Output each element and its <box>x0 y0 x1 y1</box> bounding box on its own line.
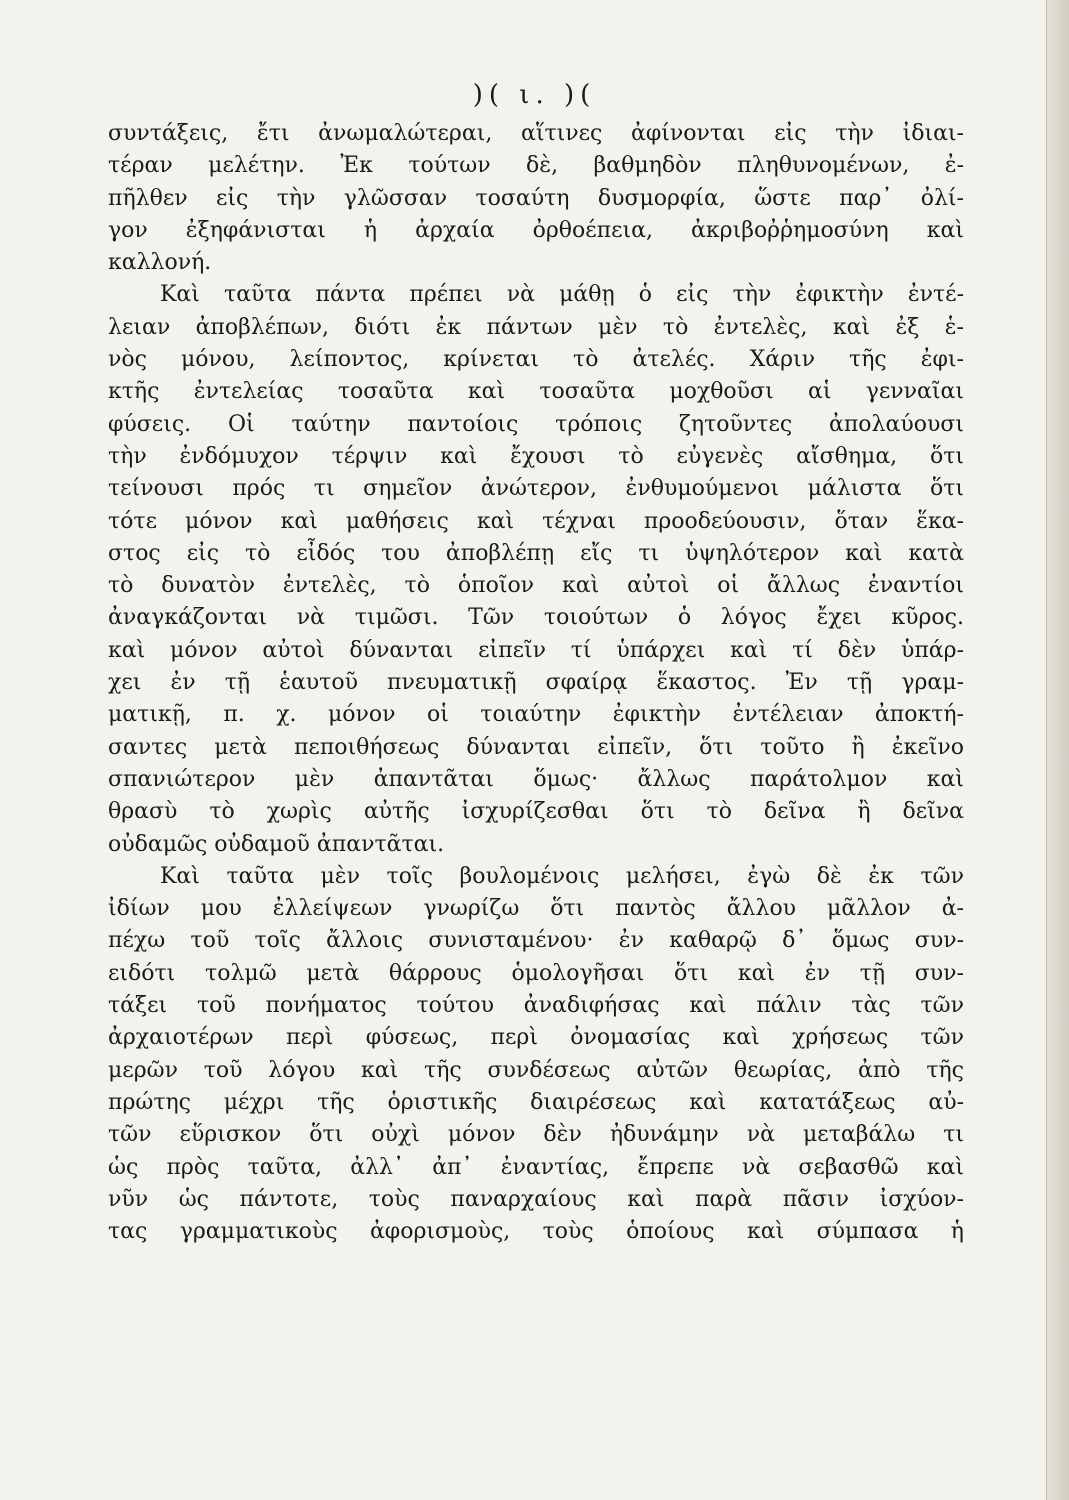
paragraph <box>108 861 964 1249</box>
text-line: τας γραμματικοὺς ἀφορισμοὺς, τοὺς ὁποίους καὶ σύμπασα ἡ <box>108 1219 964 1245</box>
text-line: ειδότι τολμῶ μετὰ θάρρους ὁμολογῆσαι ὅτι καὶ ἐν τῇ συν- <box>108 960 964 986</box>
text-line: συντάξεις, ἔτι ἀνωμαλώτεραι, αἵτινες ἀφίνονται εἰς τὴν ἰδιαι- <box>108 121 964 146</box>
text-line: νῦν ὡς πάντοτε, τοὺς παναρχαίους καὶ παρὰ πᾶσιν ἰσχύον- <box>108 1186 964 1212</box>
text-line: τὴν ἐνδόμυχον τέρψιν καὶ ἔχουσι τὸ εὐγενὲς αἴσθημα, ὅτι <box>108 443 964 469</box>
text-line: πέχω τοῦ τοῖς ἄλλοις συνισταμένου· ἐν καθαρῷ δ᾽ ὅμως συν- <box>108 928 964 954</box>
text-line: μερῶν τοῦ λόγου καὶ τῆς συνδέσεως αὐτῶν θεωρίας, ἀπὸ τῆς <box>108 1057 964 1083</box>
text-line: καλλονή. <box>108 250 212 276</box>
text-line: λειαν ἀποβλέπων, διότι ἐκ πάντων μὲν τὸ ἐντελὲς, καὶ ἐξ ἑ- <box>108 314 964 340</box>
text-line: γον ἐξηφάνισται ἡ ἀρχαία ὀρθοέπεια, ἀκριβοῤῥημοσύνη καὶ <box>108 217 964 243</box>
text-line: τέραν μελέτην. Ἐκ τούτων δὲ, βαθμηδὸν πληθυνομένων, ἐ- <box>108 153 964 179</box>
paragraph <box>108 118 964 279</box>
text-line: Καὶ ταῦτα πάντα πρέπει νὰ μάθῃ ὁ εἰς τὴν ἐφικτὴν ἐντέ- <box>160 282 964 308</box>
text-line: ἀναγκάζονται νὰ τιμῶσι. Τῶν τοιούτων ὁ λόγος ἔχει κῦρος. <box>108 605 964 631</box>
text-line: οὐδαμῶς οὐδαμοῦ ἀπαντᾶται. <box>108 831 445 857</box>
text-line: πρώτης μέχρι τῆς ὁριστικῆς διαιρέσεως καὶ κατατάξεως αὐ- <box>108 1089 964 1115</box>
text-line: ματικῇ, π. χ. μόνον οἱ τοιαύτην ἐφικτὴν ἐντέλειαν ἀποκτή- <box>108 702 964 728</box>
text-body <box>108 118 964 1248</box>
text-line: θρασὺ τὸ χωρὶς αὐτῆς ἰσχυρίζεσθαι ὅτι τὸ δεῖνα ἢ δεῖνα <box>108 799 964 825</box>
text-line: τείνουσι πρός τι σημεῖον ἀνώτερον, ἐνθυμούμενοι μάλιστα ὅτι <box>108 476 964 502</box>
text-line: φύσεις. Οἱ ταύτην παντοίοις τρόποις ζητοῦντες ἀπολαύουσι <box>108 411 964 437</box>
text-line: σπανιώτερον μὲν ἀπαντᾶται ὅμως· ἄλλως παράτολμον καὶ <box>108 766 964 792</box>
text-line: χει ἐν τῇ ἑαυτοῦ πνευματικῇ σφαίρᾳ ἕκαστος. Ἐν τῇ γραμ- <box>108 670 964 696</box>
text-line: τάξει τοῦ πονήματος τούτου ἀναδιφήσας καὶ πάλιν τὰς τῶν <box>108 993 964 1019</box>
text-line: ἀρχαιοτέρων περὶ φύσεως, περὶ ὀνομασίας καὶ χρήσεως τῶν <box>108 1025 964 1051</box>
text-line: σαντες μετὰ πεποιθήσεως δύνανται εἰπεῖν, ὅτι τοῦτο ἢ ἐκεῖνο <box>108 734 964 760</box>
text-line: Καὶ ταῦτα μὲν τοῖς βουλομένοις μελήσει, ἐγὼ δὲ ἐκ τῶν <box>160 863 964 889</box>
text-line: τὸ δυνατὸν ἐντελὲς, τὸ ὁποῖον καὶ αὐτοὶ οἱ ἄλλως ἐναντίοι <box>108 573 964 599</box>
text-line: ἰδίων μου ἐλλείψεων γνωρίζω ὅτι παντὸς ἄλλου μᾶλλον ἀ- <box>108 896 964 922</box>
text-line: τῶν εὕρισκον ὅτι οὐχὶ μόνον δὲν ἠδυνάμην νὰ μεταβάλω τι <box>108 1122 964 1148</box>
text-line: κτῆς ἐντελείας τοσαῦτα καὶ τοσαῦτα μοχθοῦσι αἱ γενναῖαι <box>108 379 964 405</box>
text-line: στος εἰς τὸ εἶδός του ἀποβλέπῃ εἴς τι ὑψηλότερον καὶ κατὰ <box>108 540 964 566</box>
text-line: ὡς πρὸς ταῦτα, ἀλλ᾽ ἀπ᾽ ἐναντίας, ἔπρεπε νὰ σεβασθῶ καὶ <box>108 1154 964 1180</box>
text-line: τότε μόνον καὶ μαθήσεις καὶ τέχναι προοδεύουσιν, ὅταν ἕκα- <box>108 508 964 534</box>
paragraph <box>108 279 964 860</box>
text-line: πῆλθεν εἰς τὴν γλῶσσαν τοσαύτη δυσμορφία, ὥστε παρ᾽ ὀλί- <box>108 185 964 211</box>
page-number: )( ι. )( <box>472 80 597 110</box>
text-line: νὸς μόνου, λείποντος, κρίνεται τὸ ἀτελές. Χάριν τῆς ἐφι- <box>108 347 964 373</box>
page-edge-shadow <box>1046 0 1069 1500</box>
text-line: καὶ μόνον αὐτοὶ δύνανται εἰπεῖν τί ὑπάρχει καὶ τί δὲν ὑπάρ- <box>108 637 964 663</box>
